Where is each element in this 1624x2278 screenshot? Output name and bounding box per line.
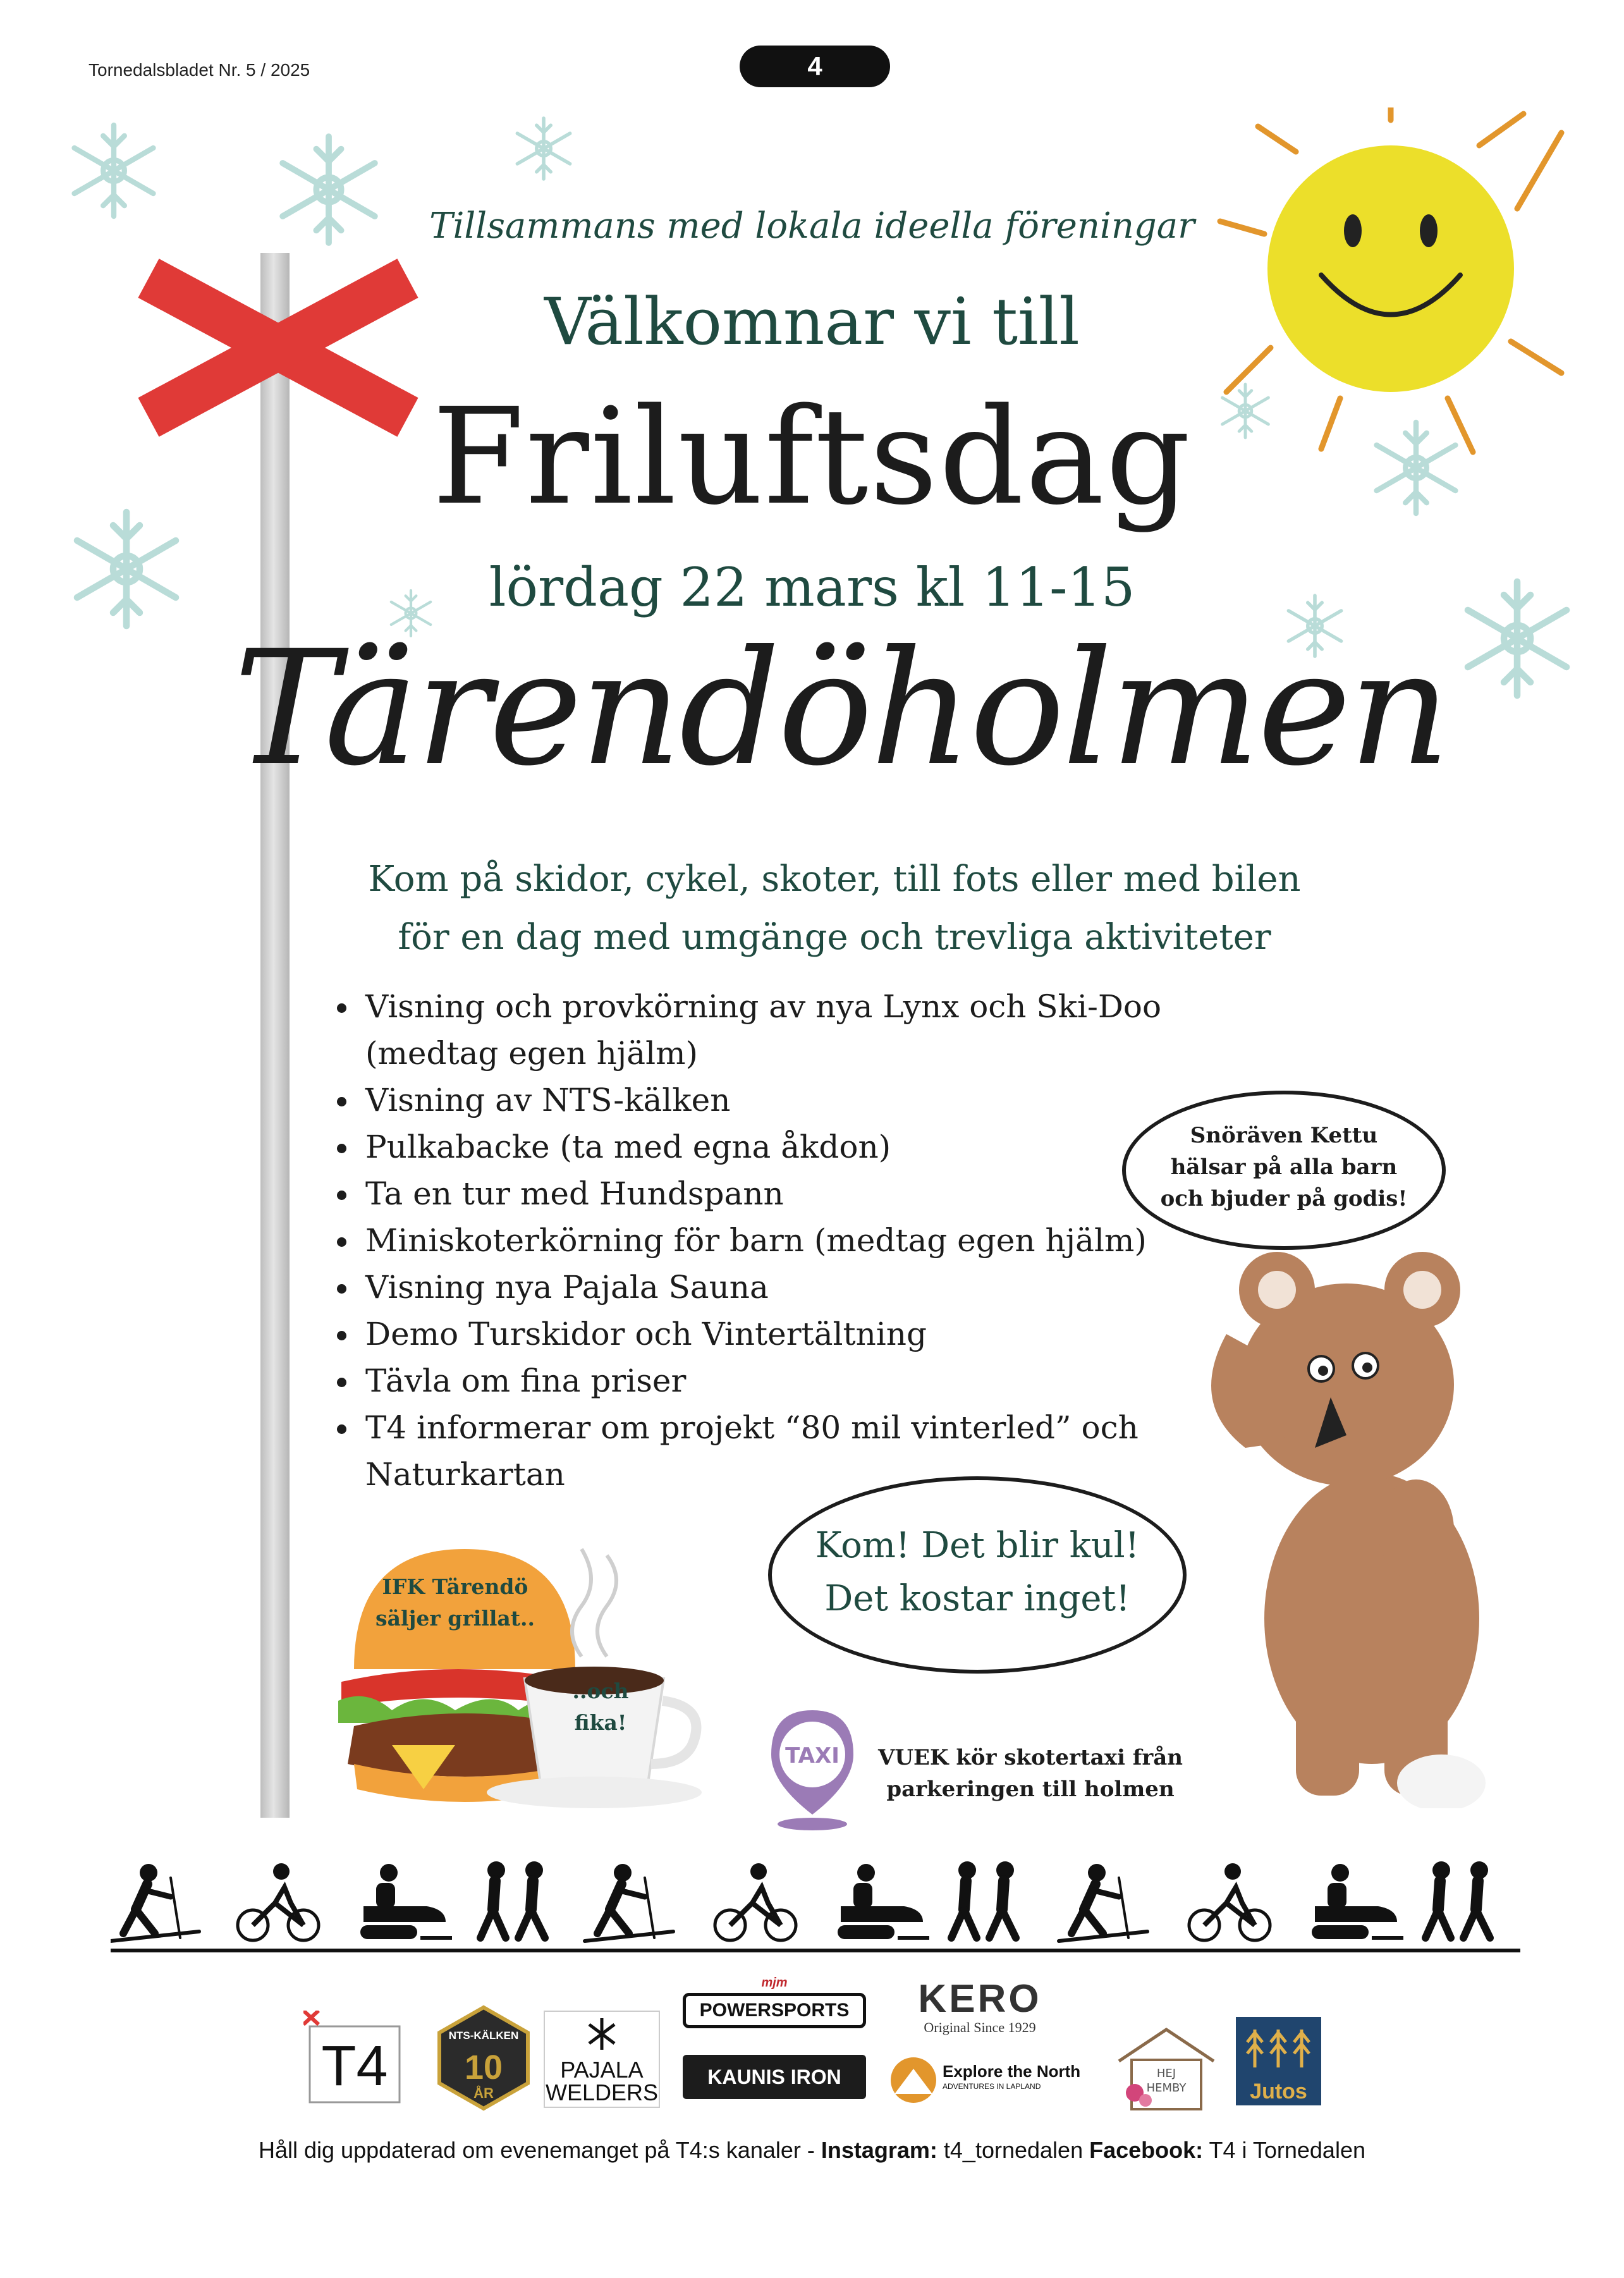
welcome-heading: Välkomnar vi till xyxy=(544,285,1080,360)
list-item: • Tävla om fina priser xyxy=(360,1357,1233,1404)
fun-speech-bubble xyxy=(768,1476,1187,1674)
list-item: • T4 informerar om projekt “80 mil vinterled” och Naturkartan xyxy=(360,1404,1233,1498)
event-venue: Tärendöholmen xyxy=(233,616,1448,800)
svg-text:ÅR: ÅR xyxy=(473,2085,494,2101)
bubble-line: och bjuder på godis! xyxy=(1160,1186,1408,1211)
list-item: • Demo Turskidor och Vintertältning xyxy=(360,1311,1233,1357)
hembygd-logo xyxy=(1106,2023,1220,2112)
explore-the-north-logo: Explore the North ADVENTURES IN LAPLAND xyxy=(888,2052,1078,2109)
intro-line: för en dag med umgänge och trevliga aktiviteter xyxy=(398,917,1271,958)
bubble-line: Det kostar inget! xyxy=(824,1578,1130,1619)
event-date: lördag 22 mars kl 11-15 xyxy=(489,556,1135,618)
list-item: • Ta en tur med Hundspann xyxy=(360,1170,1233,1217)
instagram-link[interactable]: t4_tornedalen xyxy=(937,2137,1090,2163)
list-item: • Visning nya Pajala Sauna xyxy=(360,1264,1233,1311)
svg-text:HEJ: HEJ xyxy=(1156,2067,1176,2080)
bubble-line: Snöräven Kettu xyxy=(1190,1123,1378,1148)
kero-logo: KERO Original Since 1929 xyxy=(918,1977,1042,2035)
svg-text:10: 10 xyxy=(464,2048,503,2086)
instagram-label: Instagram: xyxy=(821,2137,937,2163)
taxi-badge-text: TAXI xyxy=(785,1743,839,1768)
svg-text:HEMBY: HEMBY xyxy=(1146,2081,1187,2095)
publication-info: Tornedalsbladet Nr. 5 / 2025 xyxy=(89,60,310,80)
pajala-welders-logo: PAJALA WELDERS xyxy=(544,2011,660,2108)
coffee-text: ..och fika! xyxy=(572,1679,629,1735)
taxi-pin-icon xyxy=(765,1707,860,1834)
bubble-line: hälsar på alla barn xyxy=(1170,1154,1398,1180)
event-title: Friluftsdag xyxy=(432,379,1192,534)
page-number-badge: 4 xyxy=(740,46,890,87)
list-item: • Miniskoterkörning för barn (medtag egen hjälm) xyxy=(360,1217,1233,1264)
taxi-text: VUEK kör skotertaxi från parkeringen till holmen xyxy=(878,1745,1183,1802)
jutos-logo: Jutos xyxy=(1236,2017,1321,2105)
ground-line xyxy=(111,1949,1520,1952)
activity-list xyxy=(322,983,1233,1498)
powersports-logo: mjm POWERSPORTS xyxy=(683,1976,866,2033)
intro-text xyxy=(297,850,1372,967)
list-item: • Pulkabacke (ta med egna åkdon) xyxy=(360,1124,1233,1170)
tagline: Tillsammans med lokala ideella föreningar xyxy=(429,205,1195,247)
forest-icon xyxy=(1236,2017,1321,2077)
explore-mountain-icon xyxy=(888,2055,939,2105)
kaunis-iron-logo: KAUNIS IRON xyxy=(683,2055,866,2099)
svg-text:T4: T4 xyxy=(321,2035,388,2098)
t4-logo-icon xyxy=(303,2011,405,2105)
nts-kalken-logo xyxy=(433,2004,534,2112)
facebook-link[interactable]: T4 i Tornedalen xyxy=(1203,2137,1365,2163)
bubble-line: Kom! Det blir kul! xyxy=(815,1525,1140,1566)
svg-text:NTS-KÄLKEN: NTS-KÄLKEN xyxy=(448,2030,519,2042)
list-item: • Visning av NTS-kälken xyxy=(360,1077,1233,1124)
mascot-speech-bubble xyxy=(1122,1091,1446,1250)
burger-text: IFK Tärendö säljer grillat.. xyxy=(375,1574,535,1631)
facebook-label: Facebook: xyxy=(1089,2137,1204,2163)
intro-line: Kom på skidor, cykel, skoter, till fots eller med bilen xyxy=(368,859,1301,900)
list-item: • Visning och provkörning av nya Lynx och Ski-Doo (medtag egen hjälm) xyxy=(360,983,1233,1077)
nts-kalken-logo-icon xyxy=(433,2004,534,2112)
activity-pictograms-icon xyxy=(111,1859,1520,1950)
t4-logo xyxy=(303,2011,405,2105)
footer-text: Håll dig uppdaterad om evenemanget på T4:s kanaler - Instagram: t4_tornedalen Facebook: T4 i Tornedalen xyxy=(258,2137,1365,2163)
bear-mascot-icon xyxy=(1201,1239,1530,1808)
house-icon xyxy=(1106,2023,1220,2112)
pajala-welders-logo-icon xyxy=(545,2012,659,2056)
